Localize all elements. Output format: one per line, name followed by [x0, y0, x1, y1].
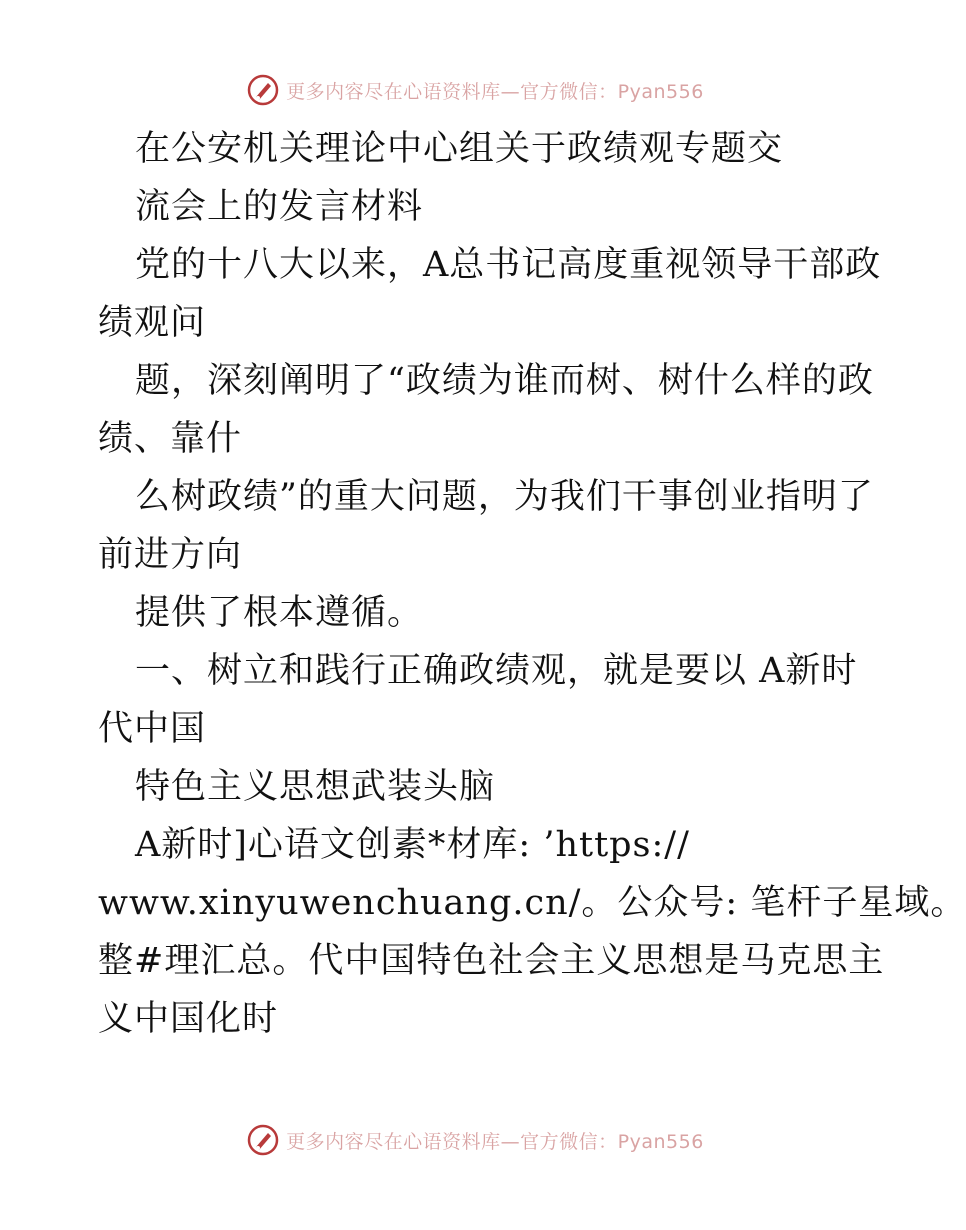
pen-nib-logo-icon [246, 1123, 280, 1157]
paragraph-line: 绩、靠什 [98, 419, 243, 459]
header-banner [0, 70, 950, 110]
section-heading-line: 一、树立和践行正确政绩观，就是要以 A新时 [135, 651, 858, 691]
paragraph-line: 义中国化时 [98, 999, 279, 1039]
paragraph-line: 党的十八大以来，A总书记高度重视领导干部政 [135, 245, 882, 285]
section-heading-line: 特色主义思想武装头脑 [135, 767, 496, 807]
title-line-2: 流会上的发言材料 [135, 187, 424, 227]
paragraph-line: A新时]心语文创素*材库: ’https:// [135, 825, 690, 865]
paragraph-line: 前进方向 [98, 535, 243, 575]
footer-banner [0, 1120, 950, 1160]
paragraph-line: www.xinyuwenchuang.cn/。公众号: 笔杆子星域。 [98, 883, 966, 923]
pen-nib-logo-icon [246, 73, 280, 107]
paragraph-line: 题，深刻阐明了“政绩为谁而树、树什么样的政 [135, 361, 874, 401]
paragraph-line: 么树政绩”的重大问题，为我们干事创业指明了 [135, 477, 874, 517]
paragraph-line: 提供了根本遵循。 [135, 593, 424, 633]
paragraph-line: 绩观问 [98, 303, 207, 343]
paragraph-line: 整#理汇总。代中国特色社会主义思想是马克思主 [98, 941, 885, 981]
title-line-1: 在公安机关理论中心组关于政绩观专题交 [135, 129, 784, 169]
document-body [98, 120, 966, 1048]
banner-text: 更多内容尽在心语资料库—官方微信：Pyan556 [286, 1130, 704, 1153]
section-heading-line: 代中国 [98, 709, 207, 749]
banner-text: 更多内容尽在心语资料库—官方微信：Pyan556 [286, 80, 704, 103]
